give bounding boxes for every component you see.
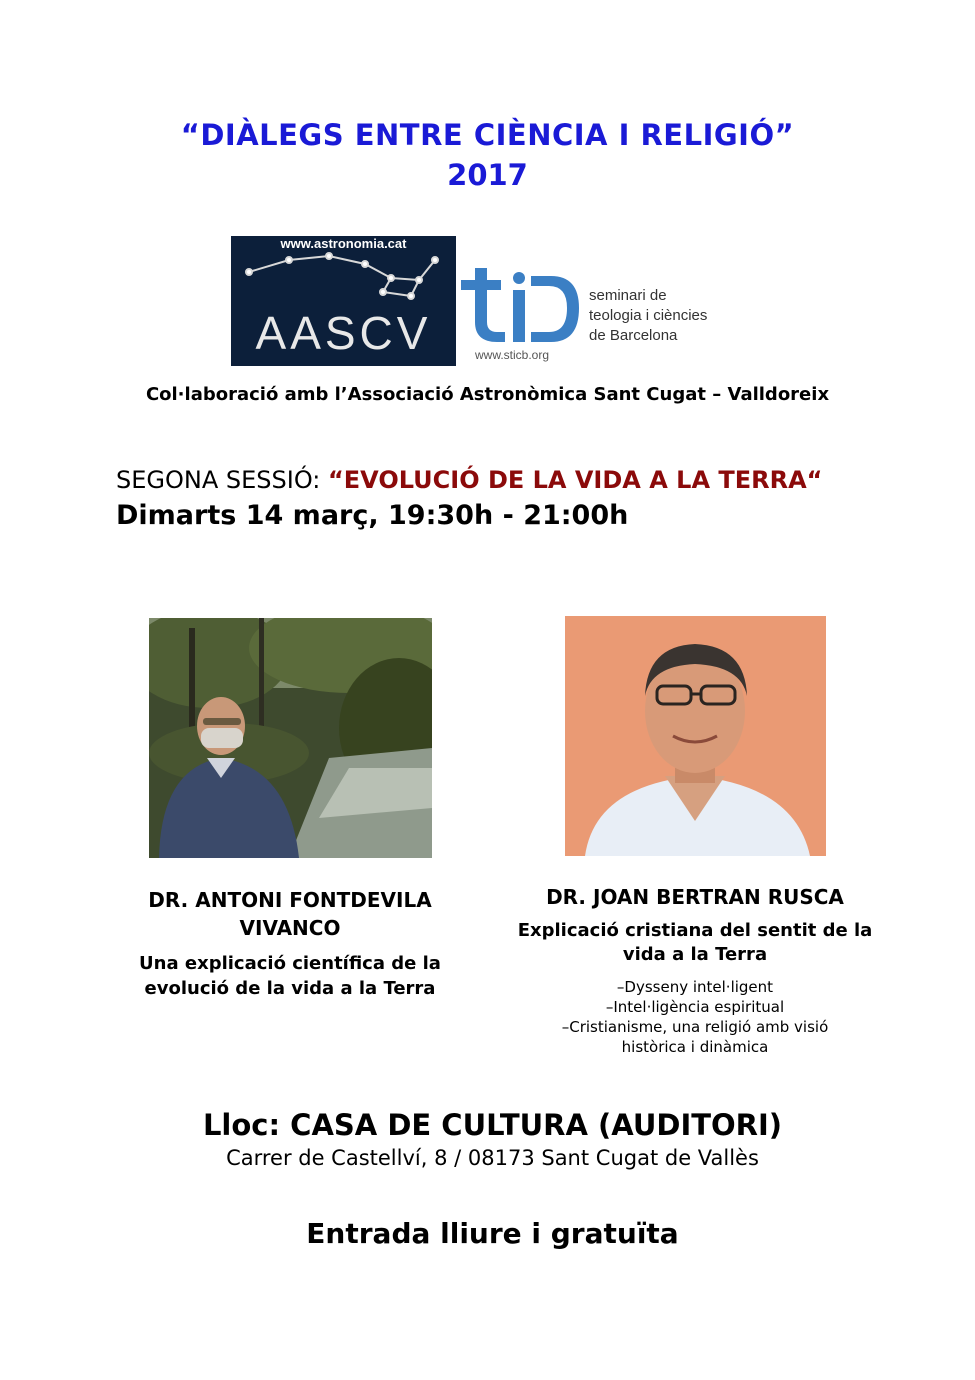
speaker1-name: DR. ANTONI FONTDEVILA VIVANCO [148, 888, 432, 940]
list-item: –Dysseny intel·ligent [616, 978, 774, 996]
sticb-logo [457, 266, 727, 366]
list-item: –Intel·ligència espiritual [605, 998, 785, 1016]
list-item: –Cristianisme, una religió amb visió [561, 1018, 829, 1036]
collaboration-note: Col·laboració amb l’Associació Astronòmica Sant Cugat – Valldoreix [145, 384, 830, 405]
aascv-name: AASCV [255, 307, 432, 359]
sticb-url: www.sticb.org [475, 348, 550, 362]
speaker2-name: DR. JOAN BERTRAN RUSCA [546, 885, 844, 909]
event-title: “DIÀLEGS ENTRE CIÈNCIA I RELIGIÓ” [180, 118, 795, 152]
venue-name: Lloc: CASA DE CULTURA (AUDITORI) [202, 1108, 783, 1142]
sticb-line2: teologia i ciències [589, 307, 708, 324]
aascv-logo [231, 236, 456, 366]
speaker-photo-portrait [565, 616, 826, 856]
aascv-url: www.astronomia.cat [280, 236, 407, 251]
session-label: SEGONA SESSIÓ: [116, 466, 329, 494]
venue-address: Carrer de Castellví, 8 / 08173 Sant Cugat de Vallès [226, 1146, 759, 1170]
speaker-photo-riverside [149, 618, 432, 858]
entry-note: Entrada lliure i gratuïta [306, 1217, 679, 1250]
speaker2-points [510, 977, 880, 1057]
sticb-line3: de Barcelona [589, 327, 678, 344]
list-item: històrica i dinàmica [621, 1038, 769, 1056]
sticb-line1: seminari de [589, 287, 667, 304]
tio-mark-icon [457, 266, 585, 348]
session-title: “EVOLUCIÓ DE LA VIDA A LA TERRA“ [328, 466, 823, 494]
session-date: Dimarts 14 març, 19:30h - 21:00h [116, 500, 629, 531]
event-year: 2017 [447, 158, 528, 192]
speaker2-talk: Explicació cristiana del sentit de la vida a la Terra [517, 920, 873, 965]
session-heading [116, 466, 822, 494]
speaker1-talk: Una explicació científica de la evolució de la vida a la Terra [139, 953, 441, 999]
